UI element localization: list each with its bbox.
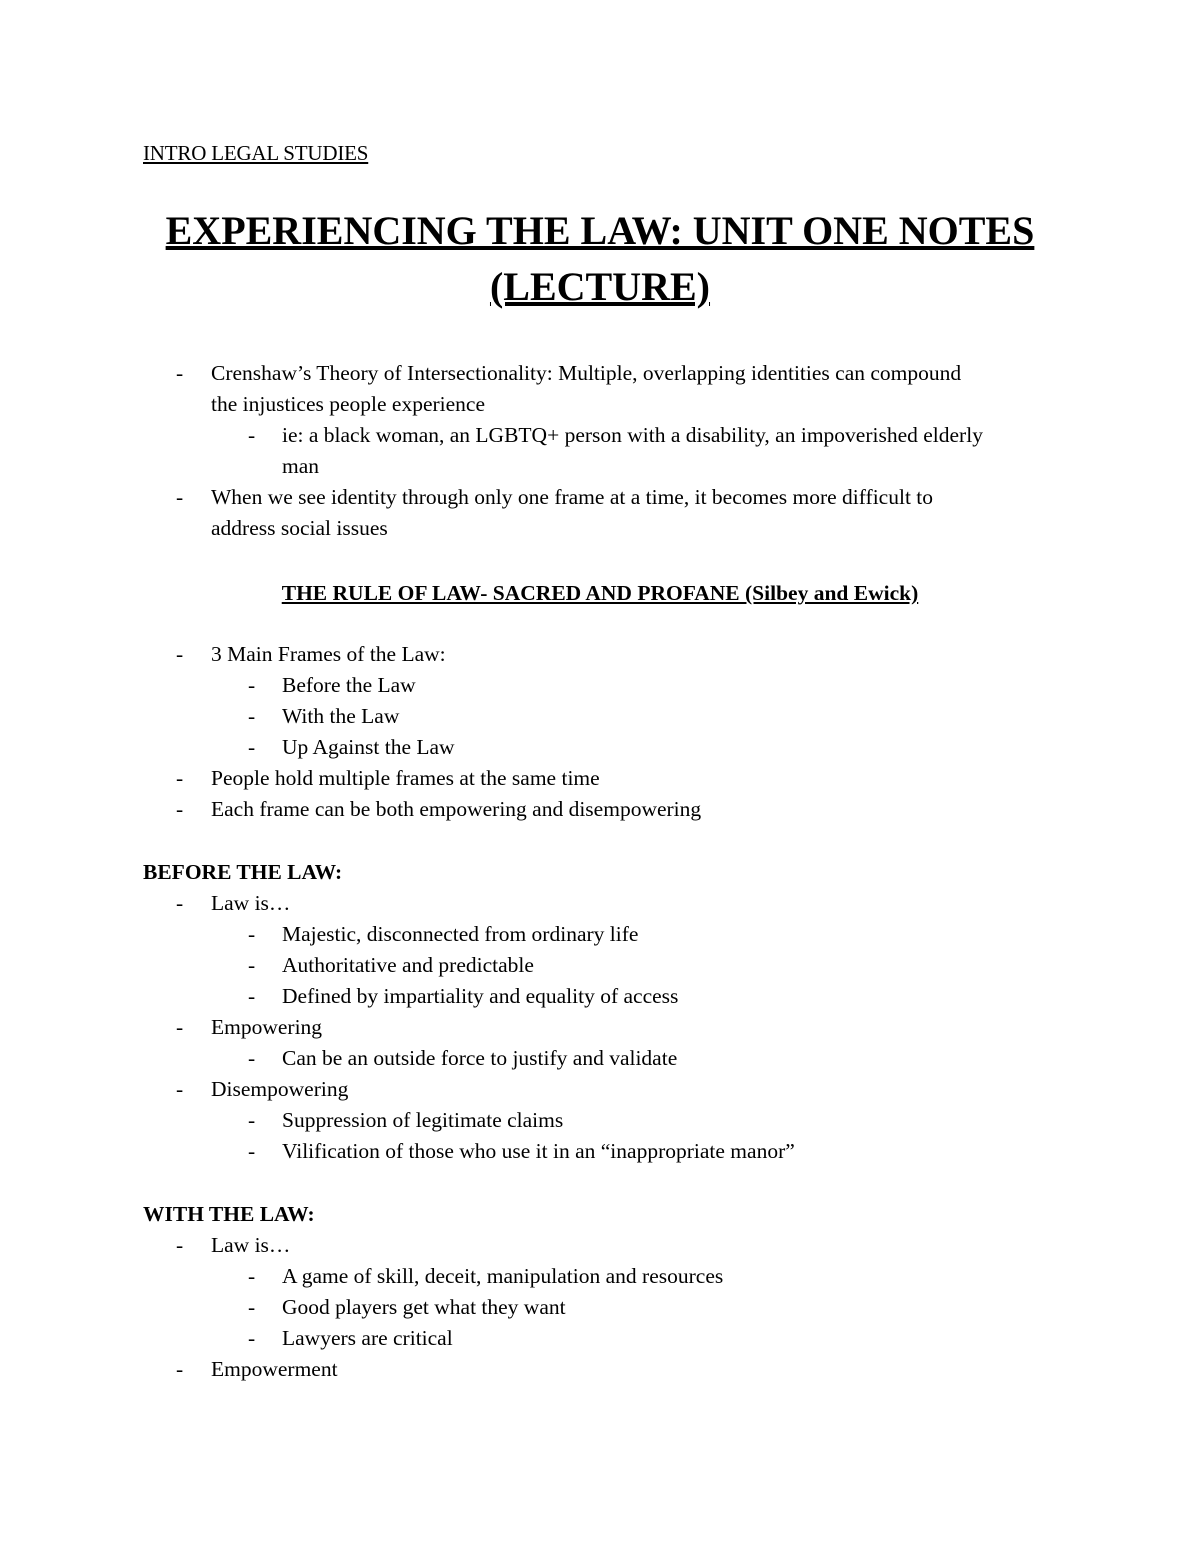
title-line-2: (LECTURE) xyxy=(489,264,711,309)
bullet-dash: - xyxy=(248,1264,256,1288)
list-item-text: Empowerment xyxy=(211,1357,338,1381)
bullet-dash: - xyxy=(176,1233,184,1257)
list-item-text: man xyxy=(282,454,320,478)
bullet-dash: - xyxy=(248,423,256,447)
bullet-dash: - xyxy=(248,1108,256,1132)
bullet-dash: - xyxy=(248,984,256,1008)
list-item-text: Authoritative and predictable xyxy=(282,953,534,977)
list-item-text: 3 Main Frames of the Law: xyxy=(211,642,446,666)
bullet-dash: - xyxy=(248,735,256,759)
with-heading: WITH THE LAW: xyxy=(143,1202,315,1226)
list-item-text: Disempowering xyxy=(211,1077,349,1101)
list-item-text: Crenshaw’s Theory of Intersectionality: Multiple, overlapping identities can compound xyxy=(211,361,962,385)
list-item-text: With the Law xyxy=(282,704,400,728)
list-item-text: Majestic, disconnected from ordinary life xyxy=(282,922,639,946)
list-item-text: Up Against the Law xyxy=(282,735,455,759)
title-line-1: EXPERIENCING THE LAW: UNIT ONE NOTES xyxy=(165,208,1035,253)
list-item-text: Empowering xyxy=(211,1015,323,1039)
bullet-dash: - xyxy=(176,1357,184,1381)
list-item-text: ie: a black woman, an LGBTQ+ person with a disability, an impoverished elderly xyxy=(282,423,983,447)
bullet-dash: - xyxy=(248,922,256,946)
bullet-dash: - xyxy=(248,673,256,697)
list-item-text: address social issues xyxy=(211,516,388,540)
list-item-text: Can be an outside force to justify and validate xyxy=(282,1046,678,1070)
before-heading: BEFORE THE LAW: xyxy=(143,860,343,884)
course-label: INTRO LEGAL STUDIES xyxy=(143,141,369,165)
page-title xyxy=(100,203,1100,315)
bullet-dash: - xyxy=(176,1077,184,1101)
bullet-dash: - xyxy=(248,1139,256,1163)
list-item-text: Suppression of legitimate claims xyxy=(282,1108,564,1132)
bullet-dash: - xyxy=(248,1295,256,1319)
list-item-text: Each frame can be both empowering and disempowering xyxy=(211,797,702,821)
list-item-text: the injustices people experience xyxy=(211,392,486,416)
bullet-dash: - xyxy=(248,1046,256,1070)
list-item-text: Before the Law xyxy=(282,673,416,697)
list-item-text: Law is… xyxy=(211,1233,291,1257)
bullet-dash: - xyxy=(248,1326,256,1350)
bullet-dash: - xyxy=(176,1015,184,1039)
bullet-dash: - xyxy=(176,642,184,666)
list-item-text: People hold multiple frames at the same time xyxy=(211,766,600,790)
list-item-text: Good players get what they want xyxy=(282,1295,566,1319)
bullet-dash: - xyxy=(248,953,256,977)
list-item-text: Vilification of those who use it in an “inappropriate manor” xyxy=(282,1139,795,1163)
bullet-dash: - xyxy=(176,766,184,790)
bullet-dash: - xyxy=(176,485,184,509)
list-item-text: Defined by impartiality and equality of access xyxy=(282,984,679,1008)
list-item-text: Lawyers are critical xyxy=(282,1326,453,1350)
list-item-text: A game of skill, deceit, manipulation and resources xyxy=(282,1264,724,1288)
bullet-dash: - xyxy=(176,797,184,821)
bullet-dash: - xyxy=(176,891,184,915)
list-item-text: Law is… xyxy=(211,891,291,915)
section-title: THE RULE OF LAW- SACRED AND PROFANE (Silbey and Ewick) xyxy=(281,581,919,605)
bullet-dash: - xyxy=(176,361,184,385)
list-item-text: When we see identity through only one frame at a time, it becomes more difficult to xyxy=(211,485,934,509)
bullet-dash: - xyxy=(248,704,256,728)
